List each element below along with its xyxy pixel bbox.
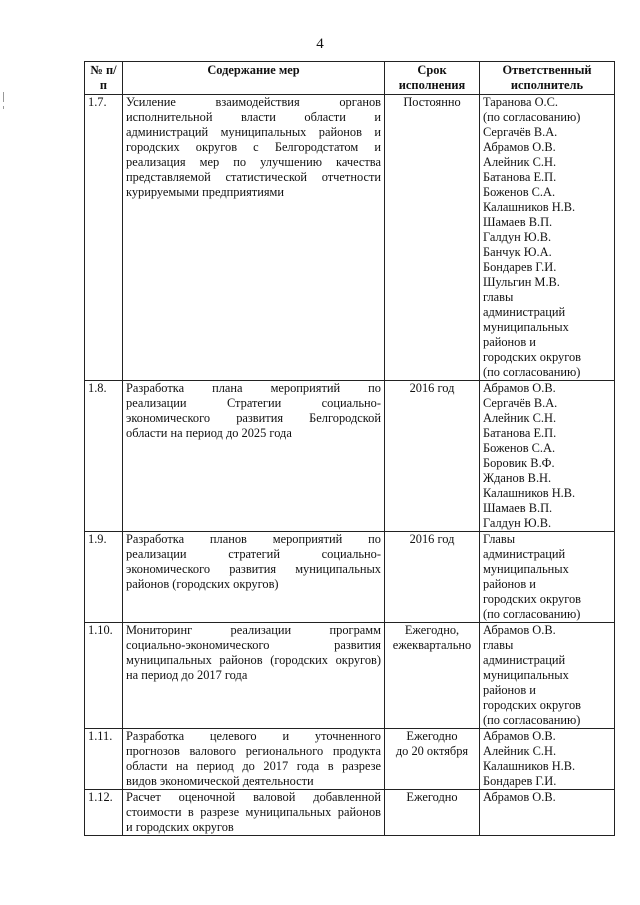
responsible-executor-line: районов и [483,335,536,349]
execution-term-line: 2016 год [409,532,455,546]
execution-term [385,729,480,790]
execution-term-line: 2016 год [409,381,455,395]
page-number: 4 [316,36,324,52]
measure-content-line: социально-экономического развития [126,638,381,652]
row-number: 1.12. [85,790,123,836]
execution-term [385,790,480,836]
table-row [85,729,615,790]
measure-content [123,532,385,623]
row-number: 1.10. [85,623,123,729]
measure-content-line: Разработка целевого и уточненного [126,729,381,743]
responsible-executor-line: Алейник С.Н. [483,744,557,758]
measure-content [123,623,385,729]
measure-content-line: Усиление взаимодействия органов [126,95,381,109]
header-responsible: Ответственный исполнитель [480,62,615,95]
responsible-executor [480,790,615,836]
responsible-executor-line: районов и [483,683,536,697]
header-content: Содержание мер [123,62,385,95]
responsible-executor [480,532,615,623]
execution-term-line: Ежегодно, [404,623,460,637]
responsible-executor-line: Бондарев Г.И. [483,260,557,274]
responsible-executor [480,95,615,381]
measure-content-line: районов (городских округов) [126,577,279,591]
execution-term [385,532,480,623]
measure-content-line: экономического развития Белгородской [126,411,381,425]
execution-term-line: ежеквартально [392,638,472,652]
measure-content-line: Мониторинг реализации программ [126,623,381,637]
responsible-executor-line: Алейник С.Н. [483,411,557,425]
measure-content [123,790,385,836]
measure-content-line: Расчет оценочной валовой добавленной [126,790,381,804]
responsible-executor-line: городских округов [483,350,582,364]
responsible-executor [480,623,615,729]
responsible-executor-line: Банчук Ю.А. [483,245,552,259]
measure-content-line: видов экономической деятельности [126,774,314,788]
responsible-executor-line: Абрамов О.В. [483,381,556,395]
responsible-executor-line: главы [483,290,514,304]
measure-content-line: Разработка плана мероприятий по [126,381,381,395]
responsible-executor-line: администраций [483,547,566,561]
table-row [85,95,615,381]
measure-content-line: исполнительной власти области и [126,110,381,124]
execution-term-line: Ежегодно [406,729,458,743]
measure-content-line: области на период до 2025 года [126,426,292,440]
execution-term-line: Постоянно [403,95,461,109]
execution-term [385,95,480,381]
responsible-executor-line: Боженов С.А. [483,185,556,199]
responsible-executor-line: Бондарев Г.И. [483,774,557,788]
responsible-executor-line: Абрамов О.В. [483,729,556,743]
responsible-executor-line: Шамаев В.П. [483,215,553,229]
measure-content [123,729,385,790]
responsible-executor-line: Абрамов О.В. [483,140,556,154]
responsible-executor-line: Жданов В.Н. [483,471,552,485]
row-number: 1.9. [85,532,123,623]
measure-content-line: области на период до 2017 года в разрезе [126,759,381,773]
responsible-executor-line: (по согласованию) [483,607,581,621]
responsible-executor-line: муниципальных [483,320,569,334]
responsible-executor-line: администраций [483,653,566,667]
execution-term [385,623,480,729]
responsible-executor-line: Калашников Н.В. [483,200,576,214]
responsible-executor-line: Абрамов О.В. [483,623,556,637]
responsible-executor-line: Галдун Ю.В. [483,516,552,530]
table-row [85,532,615,623]
measure-content-line: прогнозов валового регионального продукта [126,744,381,758]
measure-content-line: представляемой статистической отчетности [126,170,381,184]
responsible-executor-line: Алейник С.Н. [483,155,557,169]
measure-content-line: реализации стратегий социально- [126,547,381,561]
execution-term-line: до 20 октября [395,744,469,758]
table-row [85,790,615,836]
responsible-executor-line: Главы [483,532,516,546]
responsible-executor-line: Калашников Н.В. [483,486,576,500]
responsible-executor-line: (по согласованию) [483,110,581,124]
measure-content-line: муниципальных районов (городских округов) [126,653,381,667]
measure-content-line: реализация мер по улучшению качества [126,155,381,169]
measure-content-line: курируемыми предприятиями [126,185,285,199]
measure-content-line: городских округов с Белгородстатом и [126,140,381,154]
responsible-executor-line: Боровик В.Ф. [483,456,555,470]
measure-content [123,381,385,532]
header-num: № п/п [85,62,123,95]
margin-mark [3,92,4,102]
responsible-executor-line: Боженов С.А. [483,441,556,455]
responsible-executor-line: Абрамов О.В. [483,790,556,804]
responsible-executor-line: (по согласованию) [483,713,581,727]
responsible-executor [480,381,615,532]
responsible-executor-line: Шамаев В.П. [483,501,553,515]
responsible-executor-line: Шульгин М.В. [483,275,560,289]
measure-content-line: администраций муниципальных районов и [126,125,381,139]
measure-content-line: и городских округов [126,820,234,834]
execution-term-line: Ежегодно [406,790,458,804]
measure-content-line: Разработка планов мероприятий по [126,532,381,546]
responsible-executor-line: Батанова Е.П. [483,426,557,440]
measure-content-line: экономического развития муниципальных [126,562,381,576]
responsible-executor-line: муниципальных [483,668,569,682]
responsible-executor-line: Сергачёв В.А. [483,396,558,410]
responsible-executor-line: районов и [483,577,536,591]
responsible-executor-line: городских округов [483,592,582,606]
row-number: 1.11. [85,729,123,790]
responsible-executor-line: муниципальных [483,562,569,576]
execution-term [385,381,480,532]
responsible-executor-line: городских округов [483,698,582,712]
measures-table [84,61,615,836]
measure-content-line: стоимости в разрезе муниципальных районов [126,805,381,819]
measure-content-line: на период до 2017 года [126,668,248,682]
responsible-executor-line: Сергачёв В.А. [483,125,558,139]
responsible-executor-line: Батанова Е.П. [483,170,557,184]
margin-mark [3,106,4,109]
responsible-executor-line: Галдун Ю.В. [483,230,552,244]
responsible-executor-line: главы [483,638,514,652]
table-header-row [85,62,615,95]
measure-content [123,95,385,381]
responsible-executor-line: Таранова О.С. [483,95,558,109]
responsible-executor-line: (по согласованию) [483,365,581,379]
row-number: 1.7. [85,95,123,381]
responsible-executor [480,729,615,790]
measure-content-line: реализации Стратегии социально- [126,396,381,410]
table-row [85,381,615,532]
row-number: 1.8. [85,381,123,532]
responsible-executor-line: администраций [483,305,566,319]
responsible-executor-line: Калашников Н.В. [483,759,576,773]
header-term: Срок исполнения [385,62,480,95]
table-row [85,623,615,729]
